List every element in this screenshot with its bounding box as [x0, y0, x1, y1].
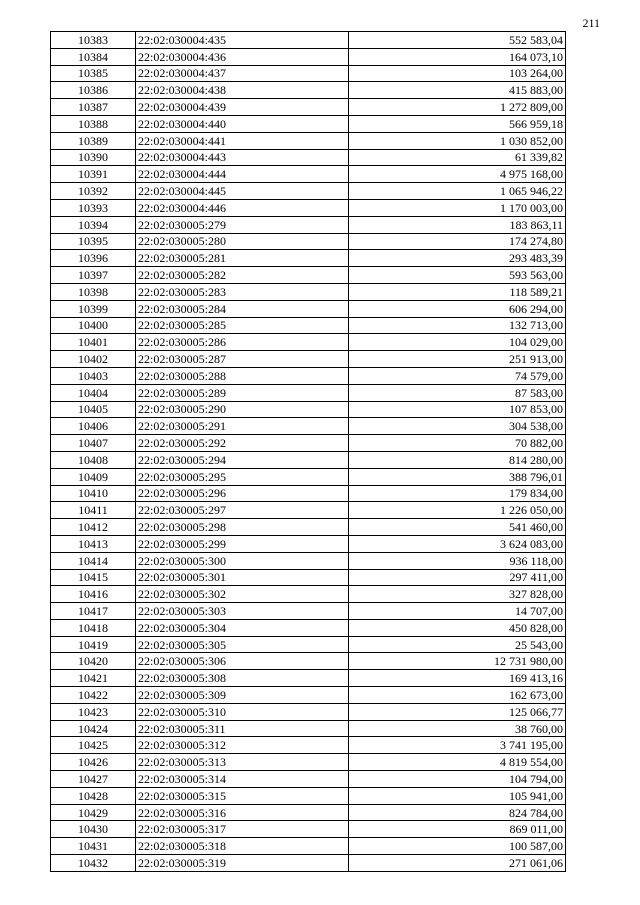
table-row	[51, 636, 566, 653]
cadastral-value-cell: 271 061,06	[349, 855, 566, 872]
table-row	[51, 703, 566, 720]
table-row	[51, 48, 566, 65]
cadastral-number-cell: 22:02:030005:290	[136, 401, 349, 418]
cadastral-number-cell: 22:02:030005:284	[136, 300, 349, 317]
cadastral-number-cell: 22:02:030005:281	[136, 250, 349, 267]
row-number-cell: 10391	[51, 166, 136, 183]
table-row	[51, 485, 566, 502]
table-row	[51, 132, 566, 149]
row-number-cell: 10407	[51, 435, 136, 452]
cadastral-value-cell: 297 411,00	[349, 569, 566, 586]
cadastral-number-cell: 22:02:030005:297	[136, 502, 349, 519]
row-number-cell: 10427	[51, 771, 136, 788]
cadastral-value-cell: 87 583,00	[349, 384, 566, 401]
row-number-cell: 10418	[51, 619, 136, 636]
cadastral-number-cell: 22:02:030005:305	[136, 636, 349, 653]
row-number-cell: 10416	[51, 586, 136, 603]
cadastral-number-cell: 22:02:030005:294	[136, 451, 349, 468]
cadastral-value-cell: 251 913,00	[349, 351, 566, 368]
table-row	[51, 468, 566, 485]
table-row	[51, 99, 566, 116]
table-row	[51, 300, 566, 317]
table-row	[51, 418, 566, 435]
cadastral-value-cell: 4 975 168,00	[349, 166, 566, 183]
table-row	[51, 619, 566, 636]
cadastral-value-cell: 1 272 809,00	[349, 99, 566, 116]
cadastral-value-cell: 1 030 852,00	[349, 132, 566, 149]
row-number-cell: 10430	[51, 821, 136, 838]
cadastral-number-cell: 22:02:030004:438	[136, 82, 349, 99]
row-number-cell: 10409	[51, 468, 136, 485]
cadastral-number-cell: 22:02:030005:316	[136, 804, 349, 821]
cadastral-value-cell: 388 796,01	[349, 468, 566, 485]
cadastral-number-cell: 22:02:030004:437	[136, 65, 349, 82]
cadastral-value-cell: 450 828,00	[349, 619, 566, 636]
table-row	[51, 149, 566, 166]
table-row	[51, 737, 566, 754]
row-number-cell: 10399	[51, 300, 136, 317]
row-number-cell: 10408	[51, 451, 136, 468]
table-row	[51, 317, 566, 334]
table-row	[51, 451, 566, 468]
cadastral-value-cell: 606 294,00	[349, 300, 566, 317]
row-number-cell: 10411	[51, 502, 136, 519]
cadastral-number-cell: 22:02:030005:296	[136, 485, 349, 502]
table-row	[51, 183, 566, 200]
cadastral-value-cell: 566 959,18	[349, 115, 566, 132]
cadastral-number-cell: 22:02:030005:304	[136, 619, 349, 636]
table-row	[51, 603, 566, 620]
cadastral-value-cell: 164 073,10	[349, 48, 566, 65]
table-row	[51, 804, 566, 821]
table-row	[51, 216, 566, 233]
cadastral-number-cell: 22:02:030005:301	[136, 569, 349, 586]
table-row	[51, 754, 566, 771]
cadastral-value-cell: 38 760,00	[349, 720, 566, 737]
cadastral-value-table	[50, 31, 566, 872]
cadastral-value-cell: 3 741 195,00	[349, 737, 566, 754]
table-row	[51, 771, 566, 788]
cadastral-number-cell: 22:02:030005:288	[136, 367, 349, 384]
cadastral-value-cell: 936 118,00	[349, 552, 566, 569]
cadastral-value-cell: 174 274,80	[349, 233, 566, 250]
cadastral-number-cell: 22:02:030005:309	[136, 687, 349, 704]
row-number-cell: 10432	[51, 855, 136, 872]
cadastral-number-cell: 22:02:030005:314	[136, 771, 349, 788]
cadastral-value-cell: 415 883,00	[349, 82, 566, 99]
cadastral-number-cell: 22:02:030004:445	[136, 183, 349, 200]
row-number-cell: 10429	[51, 804, 136, 821]
cadastral-value-cell: 304 538,00	[349, 418, 566, 435]
row-number-cell: 10426	[51, 754, 136, 771]
row-number-cell: 10398	[51, 283, 136, 300]
table-row	[51, 838, 566, 855]
table-row	[51, 351, 566, 368]
cadastral-value-cell: 100 587,00	[349, 838, 566, 855]
cadastral-value-cell: 169 413,16	[349, 670, 566, 687]
row-number-cell: 10400	[51, 317, 136, 334]
cadastral-number-cell: 22:02:030004:436	[136, 48, 349, 65]
row-number-cell: 10404	[51, 384, 136, 401]
cadastral-value-cell: 593 563,00	[349, 267, 566, 284]
table-row	[51, 166, 566, 183]
cadastral-number-cell: 22:02:030005:289	[136, 384, 349, 401]
cadastral-value-cell: 104 029,00	[349, 334, 566, 351]
row-number-cell: 10384	[51, 48, 136, 65]
table-row	[51, 670, 566, 687]
table-row	[51, 334, 566, 351]
cadastral-value-cell: 103 264,00	[349, 65, 566, 82]
cadastral-value-cell: 14 707,00	[349, 603, 566, 620]
table-row	[51, 586, 566, 603]
cadastral-number-cell: 22:02:030005:312	[136, 737, 349, 754]
cadastral-number-cell: 22:02:030005:315	[136, 787, 349, 804]
row-number-cell: 10383	[51, 32, 136, 49]
cadastral-number-cell: 22:02:030004:443	[136, 149, 349, 166]
table-row	[51, 250, 566, 267]
cadastral-number-cell: 22:02:030005:317	[136, 821, 349, 838]
cadastral-value-cell: 541 460,00	[349, 519, 566, 536]
table-row	[51, 552, 566, 569]
table-row	[51, 653, 566, 670]
cadastral-number-cell: 22:02:030005:291	[136, 418, 349, 435]
row-number-cell: 10396	[51, 250, 136, 267]
cadastral-value-cell: 327 828,00	[349, 586, 566, 603]
cadastral-number-cell: 22:02:030005:306	[136, 653, 349, 670]
cadastral-value-cell: 104 794,00	[349, 771, 566, 788]
cadastral-number-cell: 22:02:030005:318	[136, 838, 349, 855]
table-row	[51, 787, 566, 804]
cadastral-value-cell: 118 589,21	[349, 283, 566, 300]
row-number-cell: 10401	[51, 334, 136, 351]
table-row	[51, 519, 566, 536]
row-number-cell: 10412	[51, 519, 136, 536]
cadastral-value-cell: 61 339,82	[349, 149, 566, 166]
cadastral-number-cell: 22:02:030005:308	[136, 670, 349, 687]
table-row	[51, 283, 566, 300]
cadastral-value-cell: 179 834,00	[349, 485, 566, 502]
cadastral-number-cell: 22:02:030005:283	[136, 283, 349, 300]
row-number-cell: 10417	[51, 603, 136, 620]
cadastral-number-cell: 22:02:030005:313	[136, 754, 349, 771]
row-number-cell: 10405	[51, 401, 136, 418]
table-row	[51, 401, 566, 418]
cadastral-number-cell: 22:02:030004:441	[136, 132, 349, 149]
row-number-cell: 10410	[51, 485, 136, 502]
cadastral-number-cell: 22:02:030005:295	[136, 468, 349, 485]
cadastral-value-cell: 107 853,00	[349, 401, 566, 418]
cadastral-number-cell: 22:02:030005:310	[136, 703, 349, 720]
row-number-cell: 10415	[51, 569, 136, 586]
cadastral-value-cell: 1 170 003,00	[349, 199, 566, 216]
table-row	[51, 855, 566, 872]
row-number-cell: 10395	[51, 233, 136, 250]
cadastral-value-cell: 552 583,04	[349, 32, 566, 49]
row-number-cell: 10389	[51, 132, 136, 149]
row-number-cell: 10397	[51, 267, 136, 284]
cadastral-number-cell: 22:02:030005:286	[136, 334, 349, 351]
cadastral-number-cell: 22:02:030005:319	[136, 855, 349, 872]
cadastral-value-cell: 4 819 554,00	[349, 754, 566, 771]
row-number-cell: 10413	[51, 535, 136, 552]
table-body	[51, 32, 566, 872]
cadastral-number-cell: 22:02:030004:435	[136, 32, 349, 49]
row-number-cell: 10424	[51, 720, 136, 737]
cadastral-value-cell: 74 579,00	[349, 367, 566, 384]
row-number-cell: 10421	[51, 670, 136, 687]
row-number-cell: 10390	[51, 149, 136, 166]
table-row	[51, 115, 566, 132]
row-number-cell: 10423	[51, 703, 136, 720]
row-number-cell: 10386	[51, 82, 136, 99]
cadastral-value-cell: 814 280,00	[349, 451, 566, 468]
row-number-cell: 10392	[51, 183, 136, 200]
table-row	[51, 367, 566, 384]
cadastral-value-cell: 70 882,00	[349, 435, 566, 452]
cadastral-value-cell: 132 713,00	[349, 317, 566, 334]
cadastral-value-cell: 183 863,11	[349, 216, 566, 233]
row-number-cell: 10419	[51, 636, 136, 653]
cadastral-value-cell: 1 226 050,00	[349, 502, 566, 519]
table-row	[51, 82, 566, 99]
row-number-cell: 10393	[51, 199, 136, 216]
cadastral-value-cell: 869 011,00	[349, 821, 566, 838]
cadastral-number-cell: 22:02:030005:285	[136, 317, 349, 334]
cadastral-number-cell: 22:02:030004:439	[136, 99, 349, 116]
cadastral-number-cell: 22:02:030004:446	[136, 199, 349, 216]
row-number-cell: 10403	[51, 367, 136, 384]
table-row	[51, 65, 566, 82]
cadastral-number-cell: 22:02:030005:292	[136, 435, 349, 452]
table-row	[51, 821, 566, 838]
cadastral-number-cell: 22:02:030005:300	[136, 552, 349, 569]
row-number-cell: 10414	[51, 552, 136, 569]
cadastral-value-cell: 125 066,77	[349, 703, 566, 720]
table-row	[51, 720, 566, 737]
table-row	[51, 687, 566, 704]
cadastral-value-cell: 293 483,39	[349, 250, 566, 267]
cadastral-number-cell: 22:02:030005:280	[136, 233, 349, 250]
table-row	[51, 435, 566, 452]
table-row	[51, 502, 566, 519]
cadastral-number-cell: 22:02:030005:287	[136, 351, 349, 368]
cadastral-value-cell: 3 624 083,00	[349, 535, 566, 552]
cadastral-value-cell: 1 065 946,22	[349, 183, 566, 200]
cadastral-value-cell: 12 731 980,00	[349, 653, 566, 670]
page-number: 211	[582, 16, 600, 30]
row-number-cell: 10406	[51, 418, 136, 435]
row-number-cell: 10428	[51, 787, 136, 804]
table-row	[51, 535, 566, 552]
row-number-cell: 10387	[51, 99, 136, 116]
row-number-cell: 10420	[51, 653, 136, 670]
row-number-cell: 10402	[51, 351, 136, 368]
cadastral-number-cell: 22:02:030004:440	[136, 115, 349, 132]
table-row	[51, 32, 566, 49]
table-row	[51, 569, 566, 586]
cadastral-value-cell: 162 673,00	[349, 687, 566, 704]
row-number-cell: 10431	[51, 838, 136, 855]
cadastral-number-cell: 22:02:030005:298	[136, 519, 349, 536]
row-number-cell: 10385	[51, 65, 136, 82]
cadastral-number-cell: 22:02:030005:311	[136, 720, 349, 737]
cadastral-number-cell: 22:02:030005:279	[136, 216, 349, 233]
cadastral-number-cell: 22:02:030004:444	[136, 166, 349, 183]
cadastral-value-cell: 25 543,00	[349, 636, 566, 653]
cadastral-number-cell: 22:02:030005:299	[136, 535, 349, 552]
cadastral-number-cell: 22:02:030005:282	[136, 267, 349, 284]
cadastral-value-cell: 824 784,00	[349, 804, 566, 821]
table-row	[51, 384, 566, 401]
table-row	[51, 267, 566, 284]
cadastral-number-cell: 22:02:030005:302	[136, 586, 349, 603]
row-number-cell: 10394	[51, 216, 136, 233]
row-number-cell: 10422	[51, 687, 136, 704]
cadastral-value-cell: 105 941,00	[349, 787, 566, 804]
row-number-cell: 10425	[51, 737, 136, 754]
row-number-cell: 10388	[51, 115, 136, 132]
table-row	[51, 233, 566, 250]
cadastral-number-cell: 22:02:030005:303	[136, 603, 349, 620]
table-row	[51, 199, 566, 216]
